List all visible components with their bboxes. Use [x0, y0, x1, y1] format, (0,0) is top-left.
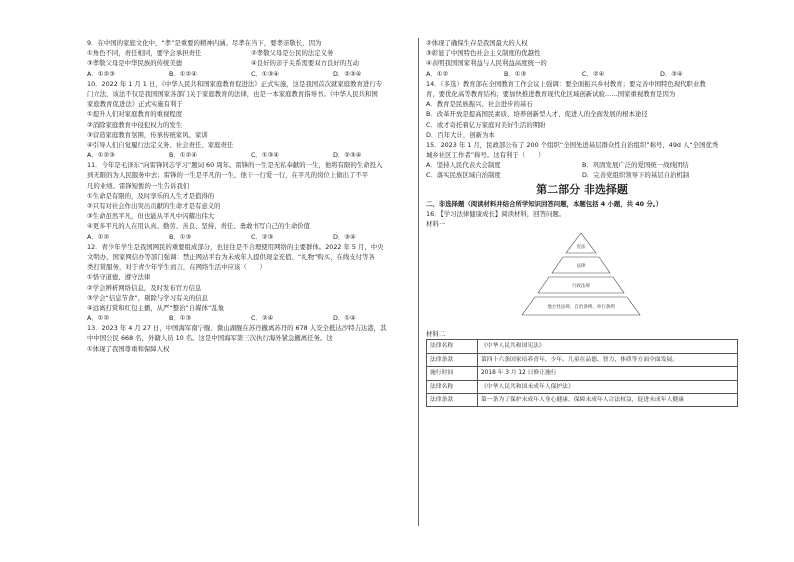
q12-options: [87, 313, 415, 323]
q14-option-c[interactable]: C．或才奇托着亿万家庭对美好生活的期盼: [426, 120, 546, 129]
question-11-stem-3: 凡的业绩。雷锋短暂的一生告诉我们: [87, 181, 190, 190]
table-value: 《中华人民共和国宪法》: [478, 340, 738, 353]
pyramid-level-3: 行政法规: [572, 284, 590, 290]
table-row: [427, 367, 738, 380]
question-16-title: 16．【学习法律健康成长】阅读材料，回答问题。: [426, 209, 566, 218]
q11-statement-1: ①生命是有限的，及时享乐的人生才是值得的: [87, 191, 215, 200]
table-value: 第四十六条国家培养青年、少年、儿童在品德、智力、体质等方面全面发展。: [478, 353, 738, 366]
question-14-stem-2: 育，要优化高等教育结构；要加快推进教育现代化区域创新试验……国家重视教育是因为: [426, 89, 676, 98]
q11-option-c[interactable]: C．②③: [251, 232, 274, 241]
q12-option-b[interactable]: B．①③: [169, 314, 192, 323]
table-value: 2018 年 3 月 12 日修正施行: [478, 367, 738, 380]
pyramid-level-1: 宪法: [576, 245, 586, 251]
q9-statements-row1: [87, 48, 415, 58]
q10-options: [87, 150, 415, 160]
q12-statement-2: ②学会辨析网络信息，及时发布官方信息: [87, 283, 202, 292]
section-note: 二、非选择题（阅读材料并结合所学知识回答问题，本题包括 4 小题，共 40 分。）: [426, 199, 663, 208]
q15-options-row1: [426, 160, 738, 170]
table-row: [427, 393, 738, 406]
q11-statement-3: ③生命虽然平凡，但也能从平凡中闪耀出伟大: [87, 212, 215, 221]
table-key: 法律名称: [427, 340, 478, 353]
q13-statement-4: ④表明我国国家利益与人民利益高度统一的: [426, 59, 547, 68]
pyramid-diagram: [506, 229, 656, 327]
material-two-label: 材料二: [426, 330, 446, 339]
q14-option-d[interactable]: D．百年大计，创新为本: [426, 130, 495, 139]
q13-option-c[interactable]: C．②④: [582, 69, 605, 78]
q11-option-b[interactable]: B．①③: [169, 232, 192, 241]
law-table: [426, 339, 738, 407]
table-key: 施行时间: [427, 367, 478, 380]
q15-option-a[interactable]: A．坚持人民代表大会制度: [426, 161, 501, 170]
table-key: 法律条款: [427, 353, 478, 366]
q14-option-b[interactable]: B．改革开放是提高国民素质、培养创新型人才、促进人的全面发展的根本途径: [426, 110, 648, 119]
q11-options: [87, 232, 415, 242]
q9-statements-row2: [87, 58, 415, 68]
q12-statement-4: ④远离打赏和红包主播，从严“整治”自媒体“乱象: [87, 303, 225, 312]
q15-option-c[interactable]: C．落实民族区域自治制度: [426, 171, 501, 180]
q10-option-a[interactable]: A．①②③: [87, 151, 115, 160]
table-row: [427, 380, 738, 393]
table-value: 第一条为了保护未成年人身心健康，保障未成年人合法权益，促进未成年人健康: [478, 393, 738, 406]
column-divider: [418, 38, 419, 526]
question-11-stem-1: 11．今年是毛泽东“向雷锋同志学习”题词 60 周年。雷锋的一生是无私奉献的一生，他将有限的生命投入: [87, 161, 383, 170]
q12-option-a[interactable]: A．①②: [87, 314, 110, 323]
q12-option-c[interactable]: C．②④: [251, 314, 274, 323]
q9-option-c[interactable]: C．①③④: [251, 69, 280, 78]
question-12-stem-2: 文明办、国家网信办等部门强调：禁止网站平台为未成年人提供现金充值、“礼物”购买、在线支付等各: [87, 252, 375, 261]
q9-options: [87, 69, 415, 79]
q10-statement-1: ①提升人们对家庭教育的重视程度: [87, 110, 183, 119]
q15-option-d[interactable]: D．完善党组织领导下的基层自治机制: [582, 171, 690, 180]
question-10-stem-3: 家庭教育促进法》正式实施有利于: [87, 100, 183, 109]
question-12-stem-1: 12．青少年学生是我国网民的重要组成部分，也往往是不合理使用网络的主要群体。2022 年 5 月，中央: [87, 242, 384, 251]
table-key: 法律条款: [427, 393, 478, 406]
table-row: [427, 353, 738, 366]
question-12-stem-3: 类打赏服务，对于青少年学生而言，在网络生活中应该（ ）: [87, 263, 266, 272]
q11-statement-4: ④更多平凡的人在用认真、勤劳、善良、坚持、责任、勇敢书写自己的生命价值: [87, 222, 311, 231]
left-column: [87, 38, 415, 354]
q10-option-d[interactable]: D．②③④: [333, 151, 362, 160]
law-hierarchy-pyramid: [426, 229, 738, 329]
section-title: 第二部分 非选择题: [536, 182, 628, 196]
q12-statement-1: ①恪守道德、遵守法律: [87, 273, 151, 282]
q10-option-b[interactable]: B．①②④: [169, 151, 197, 160]
q13-option-b[interactable]: B．①③: [504, 69, 527, 78]
q9-option-d[interactable]: D．②③④: [333, 69, 362, 78]
q13-statement-1: ①体现了我国尊重和保障人权: [87, 344, 170, 353]
q10-option-c[interactable]: C．①③④: [251, 151, 280, 160]
q12-statement-3: ③学会“信息节食”，剔除与学习有关的信息: [87, 293, 208, 302]
q11-option-a[interactable]: A．①②: [87, 232, 110, 241]
question-9-stem: 9．在中国的家庭文化中，“孝”是重要的精神内涵。尽孝在当下，要孝亲敬长，因为: [87, 39, 322, 47]
q9-option-a[interactable]: A．①②③: [87, 69, 115, 78]
q11-statement-2: ②只有对社会作出突出贡献的生命才是有意义的: [87, 202, 221, 210]
question-15-stem-2: 城乡社区工作者”称号。这有利于（ ）: [426, 151, 545, 160]
q13-option-d[interactable]: D．③④: [660, 69, 683, 78]
right-column: [426, 38, 738, 407]
table-value: 《中华人民共和国未成年人保护法》: [478, 380, 738, 393]
q10-statement-4: ④引导人们自觉履行法定义务、社会责任、家庭责任: [87, 140, 234, 149]
q10-statement-2: ②消除家庭教育中侵犯权力的发生: [87, 120, 183, 129]
q12-option-d[interactable]: D．①④: [333, 314, 356, 323]
question-13-stem-2: 中中国公民 668 名，外籍人员 10 名。这是中国海军第三次执行海外紧急撤离任务。这: [87, 334, 333, 343]
q9-statement-1: ①角色不同，责任相同，要学会承担责任: [87, 49, 202, 58]
question-15-stem-1: 15．2023 年 1 月，民政部公布了 200 个组织“全国先进基层群众性自治组织”称号，49d 人“全国优秀: [426, 140, 719, 149]
q14-option-a[interactable]: A．教育是民族振兴、社会进步的基石: [426, 100, 533, 109]
q9-statement-4: ④良好的亲子关系需要双方良好的互动: [251, 59, 359, 68]
question-13-stem-1: 13．2023 年 4 月 27 日，中国海军南宁舰、微山湖舰在苏丹撤离苏丹的 678 人安全抵达沙特吉达港，其: [87, 324, 387, 333]
table-key: 法律名称: [427, 380, 478, 393]
question-10-stem-1: 10．2022 年 1 月 1 日，《中华人民共和国家庭教育促进法》正式实施，这是我国首次就家庭教育进行专: [87, 79, 383, 88]
q13-statement-3: ③彰显了中国特色社会主义制度的优越性: [426, 49, 541, 58]
pyramid-level-2: 法律: [576, 264, 586, 270]
pyramid-level-1-shape: [566, 233, 596, 253]
q9-statement-3: ③孝敬父母是中华民族的传统美德: [87, 59, 183, 68]
material-one-label: 材料一: [426, 220, 446, 228]
q13-options: [426, 69, 738, 79]
q15-option-b[interactable]: B．巩固发展广泛的爱国统一战线团结: [582, 161, 689, 170]
q11-option-d[interactable]: D．③④: [333, 232, 356, 241]
q9-option-b[interactable]: B．①②④: [169, 69, 197, 78]
q13-option-a[interactable]: A．①②: [426, 69, 449, 78]
question-11-stem-2: 到无限的为人民服务中去；雷锋的一生是平凡的一生，他干一行爱一行，在平凡的岗位上做出了不平: [87, 171, 369, 180]
q13-statement-2: ②体现了确保生存是我国最大的人权: [426, 39, 528, 47]
q10-statement-3: ③营造家庭教育氛围，传承传统家风、家训: [87, 130, 208, 139]
q15-options-row2: [426, 170, 738, 180]
pyramid-level-4: 地方性法规、自治条例、单行条例: [547, 305, 615, 311]
table-row: [427, 340, 738, 353]
question-14-stem-1: 14．（多选）教育部在全国教育工作会议上强调：要全面振兴乡村教育；要完善中国特色现代职业教: [426, 79, 706, 88]
question-10-stem-2: 门立法，该法不仅是我国国家各部门关于家庭教育的法律，也是一本家庭教育指导书。《中华人民共和国: [87, 89, 378, 98]
q9-statement-2: ②孝敬父母是公民的法定义务: [251, 49, 334, 58]
